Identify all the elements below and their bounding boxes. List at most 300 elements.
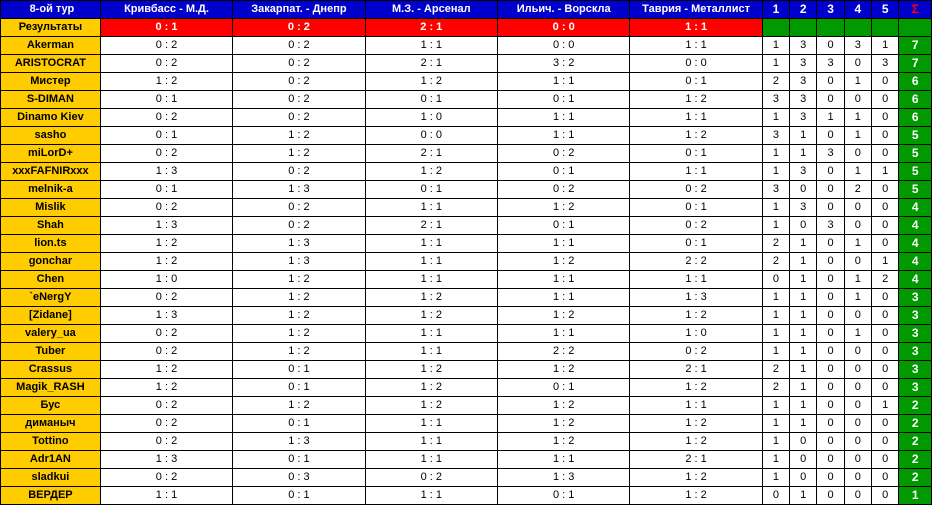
prediction-points: 0 <box>762 271 789 289</box>
prediction-score: 1 : 2 <box>365 289 497 307</box>
prediction-points: 1 <box>762 55 789 73</box>
table-row <box>1 91 932 109</box>
prediction-score: 0 : 2 <box>100 109 232 127</box>
prediction-points: 1 <box>790 361 817 379</box>
prediction-score: 0 : 2 <box>100 325 232 343</box>
results-blank-5 <box>872 19 899 37</box>
prediction-points: 3 <box>844 37 871 55</box>
prediction-points: 1 <box>790 253 817 271</box>
player-name[interactable]: gonchar <box>1 253 101 271</box>
player-name[interactable]: Бус <box>1 397 101 415</box>
prediction-points: 0 <box>817 253 844 271</box>
prediction-score: 0 : 1 <box>630 235 762 253</box>
player-total: 5 <box>899 127 932 145</box>
round-header-3: 3 <box>817 1 844 19</box>
prediction-points: 3 <box>790 73 817 91</box>
prediction-score: 0 : 2 <box>100 199 232 217</box>
prediction-points: 0 <box>844 145 871 163</box>
prediction-points: 1 <box>872 163 899 181</box>
prediction-score: 2 : 2 <box>630 253 762 271</box>
prediction-score: 2 : 1 <box>365 145 497 163</box>
player-name[interactable]: Tottino <box>1 433 101 451</box>
prediction-score: 3 : 2 <box>497 55 629 73</box>
prediction-points: 0 <box>844 451 871 469</box>
prediction-score: 1 : 2 <box>630 415 762 433</box>
prediction-points: 3 <box>762 91 789 109</box>
table-row <box>1 433 932 451</box>
prediction-points: 1 <box>790 415 817 433</box>
prediction-score: 1 : 2 <box>233 145 365 163</box>
player-total: 6 <box>899 73 932 91</box>
prediction-points: 3 <box>872 55 899 73</box>
prediction-score: 0 : 3 <box>233 469 365 487</box>
prediction-score: 0 : 2 <box>100 397 232 415</box>
prediction-points: 2 <box>872 271 899 289</box>
prediction-points: 0 <box>817 271 844 289</box>
round-header-2: 2 <box>790 1 817 19</box>
prediction-score: 0 : 1 <box>497 379 629 397</box>
prediction-points: 0 <box>872 109 899 127</box>
table-row <box>1 127 932 145</box>
round-header-4: 4 <box>844 1 871 19</box>
table-row <box>1 145 932 163</box>
match-header-1: Кривбасс - М.Д. <box>100 1 232 19</box>
table-header-row <box>1 1 932 19</box>
prediction-score: 0 : 1 <box>100 127 232 145</box>
prediction-points: 0 <box>817 379 844 397</box>
prediction-points: 0 <box>872 145 899 163</box>
result-score-3: 2 : 1 <box>365 19 497 37</box>
prediction-score: 0 : 2 <box>100 145 232 163</box>
prediction-points: 0 <box>872 469 899 487</box>
prediction-points: 3 <box>762 127 789 145</box>
prediction-score: 0 : 2 <box>100 415 232 433</box>
player-total: 4 <box>899 199 932 217</box>
table-row <box>1 109 932 127</box>
prediction-points: 0 <box>817 37 844 55</box>
player-name[interactable]: Shah <box>1 217 101 235</box>
player-name[interactable]: Dinamo Kiev <box>1 109 101 127</box>
table-row <box>1 361 932 379</box>
table-row <box>1 163 932 181</box>
prediction-points: 0 <box>790 217 817 235</box>
prediction-points: 1 <box>762 109 789 127</box>
prediction-points: 1 <box>844 235 871 253</box>
player-name[interactable]: Adr1AN <box>1 451 101 469</box>
prediction-score: 1 : 2 <box>497 361 629 379</box>
player-name[interactable]: Mislik <box>1 199 101 217</box>
prediction-points: 0 <box>872 181 899 199</box>
prediction-score: 1 : 2 <box>365 361 497 379</box>
player-total: 4 <box>899 235 932 253</box>
prediction-score: 2 : 1 <box>630 361 762 379</box>
prediction-score: 0 : 1 <box>630 199 762 217</box>
player-total: 3 <box>899 307 932 325</box>
player-name[interactable]: Magik_RASH <box>1 379 101 397</box>
prediction-score: 1 : 3 <box>100 163 232 181</box>
player-name[interactable]: xxxFAFNIRxxx <box>1 163 101 181</box>
prediction-score: 1 : 2 <box>630 127 762 145</box>
player-name[interactable]: Chen <box>1 271 101 289</box>
round-header-1: 1 <box>762 1 789 19</box>
prediction-points: 2 <box>762 235 789 253</box>
prediction-points: 0 <box>872 343 899 361</box>
prediction-score: 0 : 2 <box>233 199 365 217</box>
prediction-points: 0 <box>817 307 844 325</box>
prediction-score: 0 : 1 <box>497 487 629 505</box>
prediction-score: 1 : 2 <box>630 91 762 109</box>
player-name[interactable]: sasho <box>1 127 101 145</box>
prediction-score: 1 : 3 <box>100 307 232 325</box>
prediction-points: 1 <box>762 145 789 163</box>
prediction-score: 1 : 2 <box>100 73 232 91</box>
result-score-1: 0 : 1 <box>100 19 232 37</box>
prediction-points: 0 <box>790 181 817 199</box>
player-total: 1 <box>899 487 932 505</box>
prediction-score: 1 : 3 <box>630 289 762 307</box>
player-name[interactable]: ARISTOCRAT <box>1 55 101 73</box>
prediction-points: 0 <box>872 289 899 307</box>
player-name[interactable]: lion.ts <box>1 235 101 253</box>
prediction-points: 1 <box>762 325 789 343</box>
prediction-score: 0 : 2 <box>233 55 365 73</box>
prediction-score: 1 : 2 <box>630 469 762 487</box>
prediction-score: 1 : 2 <box>233 325 365 343</box>
prediction-points: 0 <box>872 73 899 91</box>
prediction-score: 1 : 2 <box>365 379 497 397</box>
results-blank-3 <box>817 19 844 37</box>
player-total: 3 <box>899 325 932 343</box>
player-total: 7 <box>899 37 932 55</box>
prediction-score: 1 : 2 <box>365 307 497 325</box>
prediction-points: 1 <box>817 109 844 127</box>
player-name[interactable]: диманыч <box>1 415 101 433</box>
prediction-score: 1 : 1 <box>630 271 762 289</box>
prediction-score: 1 : 0 <box>100 271 232 289</box>
table-row <box>1 181 932 199</box>
table-row <box>1 415 932 433</box>
prediction-score: 0 : 2 <box>100 289 232 307</box>
prediction-points: 1 <box>762 163 789 181</box>
prediction-score: 1 : 2 <box>233 271 365 289</box>
prediction-score: 1 : 2 <box>497 199 629 217</box>
prediction-points: 0 <box>817 289 844 307</box>
player-total: 4 <box>899 253 932 271</box>
player-name[interactable]: ВЕРДЕР <box>1 487 101 505</box>
prediction-points: 0 <box>817 469 844 487</box>
prediction-score: 0 : 2 <box>233 91 365 109</box>
player-name[interactable]: Akerman <box>1 37 101 55</box>
prediction-points: 3 <box>790 55 817 73</box>
results-blank-2 <box>790 19 817 37</box>
prediction-score: 0 : 1 <box>630 145 762 163</box>
prediction-score: 0 : 2 <box>233 109 365 127</box>
prediction-score: 0 : 2 <box>497 145 629 163</box>
prediction-points: 0 <box>817 433 844 451</box>
prediction-score: 0 : 2 <box>100 55 232 73</box>
prediction-points: 0 <box>790 451 817 469</box>
prediction-points: 0 <box>844 415 871 433</box>
prediction-score: 1 : 1 <box>365 487 497 505</box>
table-row <box>1 199 932 217</box>
player-total: 6 <box>899 91 932 109</box>
prediction-score: 1 : 1 <box>365 37 497 55</box>
table-row <box>1 55 932 73</box>
prediction-score: 0 : 2 <box>497 181 629 199</box>
prediction-points: 1 <box>762 433 789 451</box>
prediction-score: 0 : 2 <box>630 343 762 361</box>
prediction-points: 1 <box>762 415 789 433</box>
table-row <box>1 289 932 307</box>
prediction-score: 1 : 1 <box>497 127 629 145</box>
player-total: 5 <box>899 163 932 181</box>
table-row <box>1 451 932 469</box>
prediction-points: 0 <box>844 487 871 505</box>
prediction-points: 1 <box>790 325 817 343</box>
table-row <box>1 379 932 397</box>
prediction-points: 2 <box>762 379 789 397</box>
prediction-score: 1 : 1 <box>497 451 629 469</box>
player-name[interactable]: miLorD+ <box>1 145 101 163</box>
match-header-3: М.З. - Арсенал <box>365 1 497 19</box>
prediction-points: 0 <box>872 361 899 379</box>
player-name[interactable]: [Zidane] <box>1 307 101 325</box>
player-total: 3 <box>899 379 932 397</box>
prediction-points: 0 <box>817 325 844 343</box>
prediction-points: 0 <box>872 235 899 253</box>
prediction-score: 1 : 1 <box>365 199 497 217</box>
prediction-points: 0 <box>872 307 899 325</box>
prediction-points: 1 <box>762 343 789 361</box>
prediction-points: 0 <box>844 343 871 361</box>
result-score-4: 0 : 0 <box>497 19 629 37</box>
player-total: 4 <box>899 271 932 289</box>
prediction-score: 1 : 2 <box>630 433 762 451</box>
prediction-score: 1 : 2 <box>233 397 365 415</box>
prediction-points: 3 <box>817 55 844 73</box>
prediction-score: 1 : 0 <box>630 325 762 343</box>
player-name[interactable]: sladkui <box>1 469 101 487</box>
prediction-points: 0 <box>872 433 899 451</box>
prediction-points: 0 <box>844 361 871 379</box>
prediction-score: 1 : 3 <box>100 451 232 469</box>
prediction-score: 1 : 3 <box>233 181 365 199</box>
prediction-score: 1 : 2 <box>233 127 365 145</box>
prediction-score: 0 : 0 <box>497 37 629 55</box>
prediction-points: 3 <box>790 109 817 127</box>
player-total: 3 <box>899 343 932 361</box>
table-row <box>1 397 932 415</box>
prediction-score: 1 : 1 <box>365 451 497 469</box>
prediction-score: 1 : 2 <box>365 73 497 91</box>
prediction-score: 1 : 2 <box>365 397 497 415</box>
prediction-score: 1 : 2 <box>497 397 629 415</box>
prediction-score: 0 : 2 <box>100 343 232 361</box>
prediction-score: 0 : 2 <box>100 433 232 451</box>
player-total: 2 <box>899 451 932 469</box>
prediction-points: 0 <box>844 217 871 235</box>
prediction-score: 0 : 1 <box>233 361 365 379</box>
results-blank-sum <box>899 19 932 37</box>
results-label: Результаты <box>1 19 101 37</box>
prediction-points: 0 <box>872 217 899 235</box>
prediction-score: 1 : 2 <box>497 253 629 271</box>
prediction-points: 3 <box>790 37 817 55</box>
prediction-points: 0 <box>817 451 844 469</box>
player-name[interactable]: valery_ua <box>1 325 101 343</box>
prediction-points: 0 <box>872 487 899 505</box>
prediction-points: 3 <box>817 217 844 235</box>
table-row <box>1 271 932 289</box>
prediction-points: 3 <box>790 91 817 109</box>
prediction-score: 1 : 1 <box>365 433 497 451</box>
prediction-points: 0 <box>817 163 844 181</box>
prediction-points: 1 <box>872 37 899 55</box>
sum-header: Σ <box>899 1 932 19</box>
match-header-4: Ильич. - Ворскла <box>497 1 629 19</box>
player-total: 2 <box>899 433 932 451</box>
prediction-points: 0 <box>844 91 871 109</box>
prediction-points: 0 <box>817 361 844 379</box>
prediction-score: 0 : 1 <box>497 91 629 109</box>
table-row <box>1 307 932 325</box>
prediction-points: 1 <box>762 199 789 217</box>
prediction-score: 1 : 1 <box>365 235 497 253</box>
prediction-score: 0 : 1 <box>497 217 629 235</box>
player-name[interactable]: Crassus <box>1 361 101 379</box>
prediction-score: 1 : 0 <box>365 109 497 127</box>
prediction-score: 1 : 1 <box>365 325 497 343</box>
prediction-score: 1 : 2 <box>497 433 629 451</box>
player-total: 7 <box>899 55 932 73</box>
prediction-score: 0 : 2 <box>365 469 497 487</box>
prediction-points: 0 <box>790 433 817 451</box>
prediction-points: 2 <box>762 361 789 379</box>
prediction-score: 1 : 2 <box>100 235 232 253</box>
prediction-points: 0 <box>817 343 844 361</box>
player-total: 2 <box>899 469 932 487</box>
prediction-points: 0 <box>817 91 844 109</box>
prediction-score: 1 : 2 <box>100 253 232 271</box>
prediction-score: 2 : 1 <box>630 451 762 469</box>
player-name[interactable]: S-DIMAN <box>1 91 101 109</box>
round-header-5: 5 <box>872 1 899 19</box>
prediction-score: 0 : 2 <box>233 73 365 91</box>
prediction-points: 2 <box>762 253 789 271</box>
result-score-5: 1 : 1 <box>630 19 762 37</box>
prediction-points: 3 <box>790 163 817 181</box>
player-total: 6 <box>899 109 932 127</box>
prediction-points: 3 <box>790 199 817 217</box>
prediction-score: 1 : 2 <box>100 361 232 379</box>
player-total: 5 <box>899 145 932 163</box>
table-row <box>1 37 932 55</box>
prediction-points: 1 <box>844 325 871 343</box>
prediction-score: 1 : 1 <box>365 271 497 289</box>
prediction-points: 0 <box>844 253 871 271</box>
player-name[interactable]: Мистер <box>1 73 101 91</box>
prediction-points: 1 <box>762 469 789 487</box>
prediction-score: 0 : 1 <box>233 415 365 433</box>
prediction-points: 1 <box>790 145 817 163</box>
prediction-points: 1 <box>844 271 871 289</box>
prediction-points: 1 <box>790 379 817 397</box>
prediction-score: 0 : 1 <box>365 181 497 199</box>
prediction-score: 0 : 2 <box>233 163 365 181</box>
prediction-score: 0 : 0 <box>365 127 497 145</box>
player-total: 5 <box>899 181 932 199</box>
prediction-score: 1 : 1 <box>630 397 762 415</box>
prediction-score: 0 : 2 <box>630 217 762 235</box>
prediction-points: 1 <box>762 289 789 307</box>
player-name[interactable]: Tuber <box>1 343 101 361</box>
prediction-score: 0 : 2 <box>233 37 365 55</box>
prediction-points: 1 <box>790 487 817 505</box>
prediction-points: 1 <box>762 217 789 235</box>
prediction-points: 0 <box>844 397 871 415</box>
prediction-points: 1 <box>790 307 817 325</box>
prediction-points: 2 <box>762 73 789 91</box>
player-total: 2 <box>899 415 932 433</box>
prediction-score: 1 : 3 <box>233 235 365 253</box>
prediction-score: 0 : 1 <box>233 451 365 469</box>
prediction-points: 0 <box>872 91 899 109</box>
prediction-score: 1 : 1 <box>630 37 762 55</box>
prediction-points: 0 <box>817 181 844 199</box>
prediction-points: 1 <box>762 307 789 325</box>
prediction-score: 1 : 2 <box>233 289 365 307</box>
prediction-score: 0 : 2 <box>100 469 232 487</box>
prediction-score: 1 : 1 <box>630 163 762 181</box>
prediction-score: 1 : 2 <box>100 379 232 397</box>
prediction-score: 0 : 0 <box>630 55 762 73</box>
player-name[interactable]: `eNergY <box>1 289 101 307</box>
prediction-score: 0 : 1 <box>100 91 232 109</box>
prediction-score: 1 : 1 <box>497 109 629 127</box>
table-body <box>1 1 932 505</box>
prediction-score: 1 : 1 <box>365 253 497 271</box>
prediction-points: 0 <box>872 199 899 217</box>
prediction-score: 0 : 2 <box>630 181 762 199</box>
prediction-points: 1 <box>790 397 817 415</box>
prediction-points: 0 <box>844 433 871 451</box>
prediction-score: 1 : 2 <box>365 163 497 181</box>
prediction-score: 2 : 1 <box>365 217 497 235</box>
player-name[interactable]: melnik-a <box>1 181 101 199</box>
prediction-points: 0 <box>817 199 844 217</box>
table-row <box>1 235 932 253</box>
prediction-points: 1 <box>790 289 817 307</box>
table-row <box>1 487 932 505</box>
prediction-score: 1 : 1 <box>630 109 762 127</box>
prediction-score: 1 : 1 <box>497 235 629 253</box>
table-row <box>1 343 932 361</box>
prediction-score: 0 : 1 <box>497 163 629 181</box>
prediction-points: 0 <box>817 127 844 145</box>
prediction-score: 1 : 1 <box>497 73 629 91</box>
prediction-score: 0 : 1 <box>365 91 497 109</box>
player-total: 2 <box>899 397 932 415</box>
prediction-points: 1 <box>844 109 871 127</box>
table-row <box>1 469 932 487</box>
prediction-points: 1 <box>872 253 899 271</box>
prediction-points: 0 <box>872 127 899 145</box>
prediction-score: 1 : 1 <box>365 343 497 361</box>
table-row <box>1 253 932 271</box>
prediction-points: 0 <box>872 379 899 397</box>
prediction-score: 0 : 1 <box>233 487 365 505</box>
prediction-points: 1 <box>872 397 899 415</box>
